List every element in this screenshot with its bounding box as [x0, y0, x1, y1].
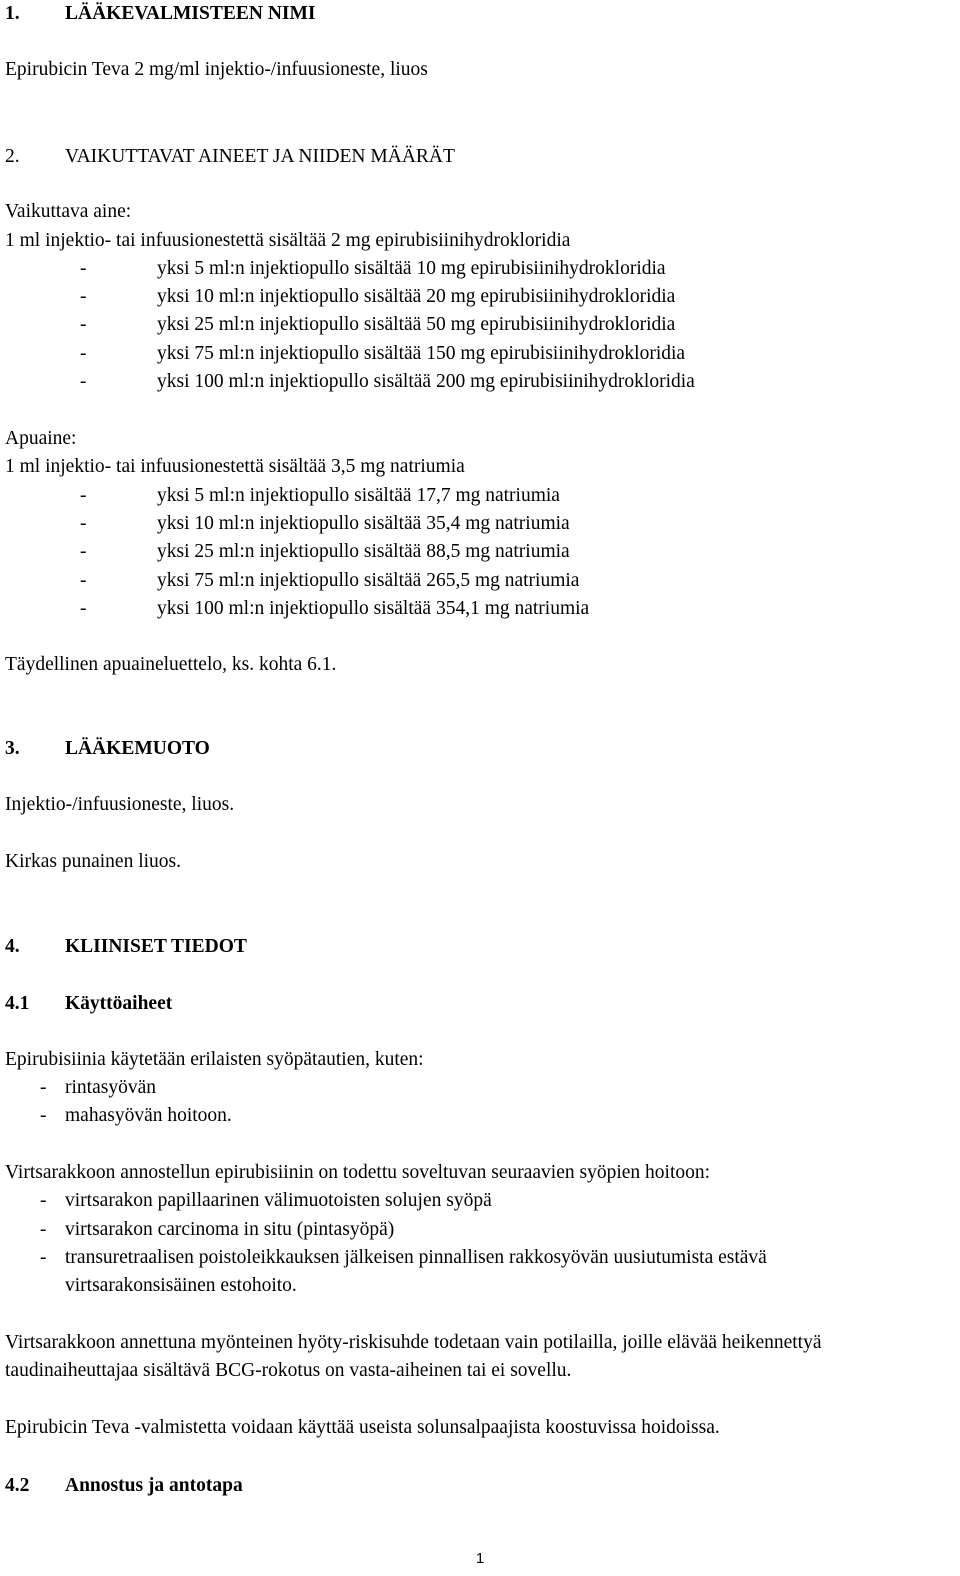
subsection-title: Käyttöaiheet	[65, 993, 173, 1014]
bladder-intro: Virtsarakkoon annostellun epirubisiinin on todettu soveltuvan seuraavien syöpien hoitoon:	[5, 1162, 711, 1183]
bcg-paragraph-line-2: taudinaiheuttajaa sisältävä BCG-rokotus on vasta-aiheinen tai ei sovellu.	[5, 1360, 572, 1381]
active-substance-intro: 1 ml injektio- tai infuusionestettä sisältää 2 mg epirubisiinihydrokloridia	[5, 230, 571, 251]
excipient-intro: 1 ml injektio- tai infuusionestettä sisältää 3,5 mg natriumia	[5, 456, 465, 477]
product-name: Epirubicin Teva 2 mg/ml injektio-/infuusioneste, liuos	[5, 59, 428, 80]
appearance: Kirkas punainen liuos.	[5, 851, 182, 872]
indications-intro: Epirubisiinia käytetään erilaisten syöpätautien, kuten:	[5, 1049, 424, 1070]
pharmaceutical-form: Injektio-/infuusioneste, liuos.	[5, 794, 235, 815]
subsection-number: 4.1	[5, 993, 30, 1014]
full-excipient-list-reference: Täydellinen apuaineluettelo, ks. kohta 6.1.	[5, 654, 337, 675]
active-substance-label: Vaikuttava aine:	[5, 201, 132, 222]
page-number: 1	[475, 1550, 485, 1567]
section-title: VAIKUTTAVAT AINEET JA NIIDEN MÄÄRÄT	[65, 146, 455, 167]
subsection-number: 4.2	[5, 1475, 30, 1496]
section-4-heading	[5, 935, 247, 959]
excipient-label: Apuaine:	[5, 428, 77, 449]
section-title: KLIINISET TIEDOT	[65, 936, 247, 957]
section-number: 1.	[5, 3, 20, 24]
subsection-title: Annostus ja antotapa	[65, 1475, 243, 1496]
subsection-4-2-heading	[5, 1474, 243, 1498]
section-3-heading	[5, 737, 210, 761]
section-2-heading	[5, 145, 455, 169]
subsection-4-1-heading	[5, 992, 172, 1016]
combination-therapy: Epirubicin Teva -valmistetta voidaan käyttää useista solunsalpaajista koostuvissa hoidoissa.	[5, 1417, 720, 1438]
section-title: LÄÄKEVALMISTEEN NIMI	[65, 3, 316, 24]
section-title: LÄÄKEMUOTO	[65, 738, 210, 759]
bcg-paragraph-line-1: Virtsarakkoon annettuna myönteinen hyöty-riskisuhde todetaan vain potilailla, joille elävää heikennettyä	[5, 1332, 822, 1353]
section-number: 4.	[5, 936, 20, 957]
section-number: 3.	[5, 738, 20, 759]
section-number: 2.	[5, 146, 20, 167]
section-1-heading	[5, 2, 315, 26]
